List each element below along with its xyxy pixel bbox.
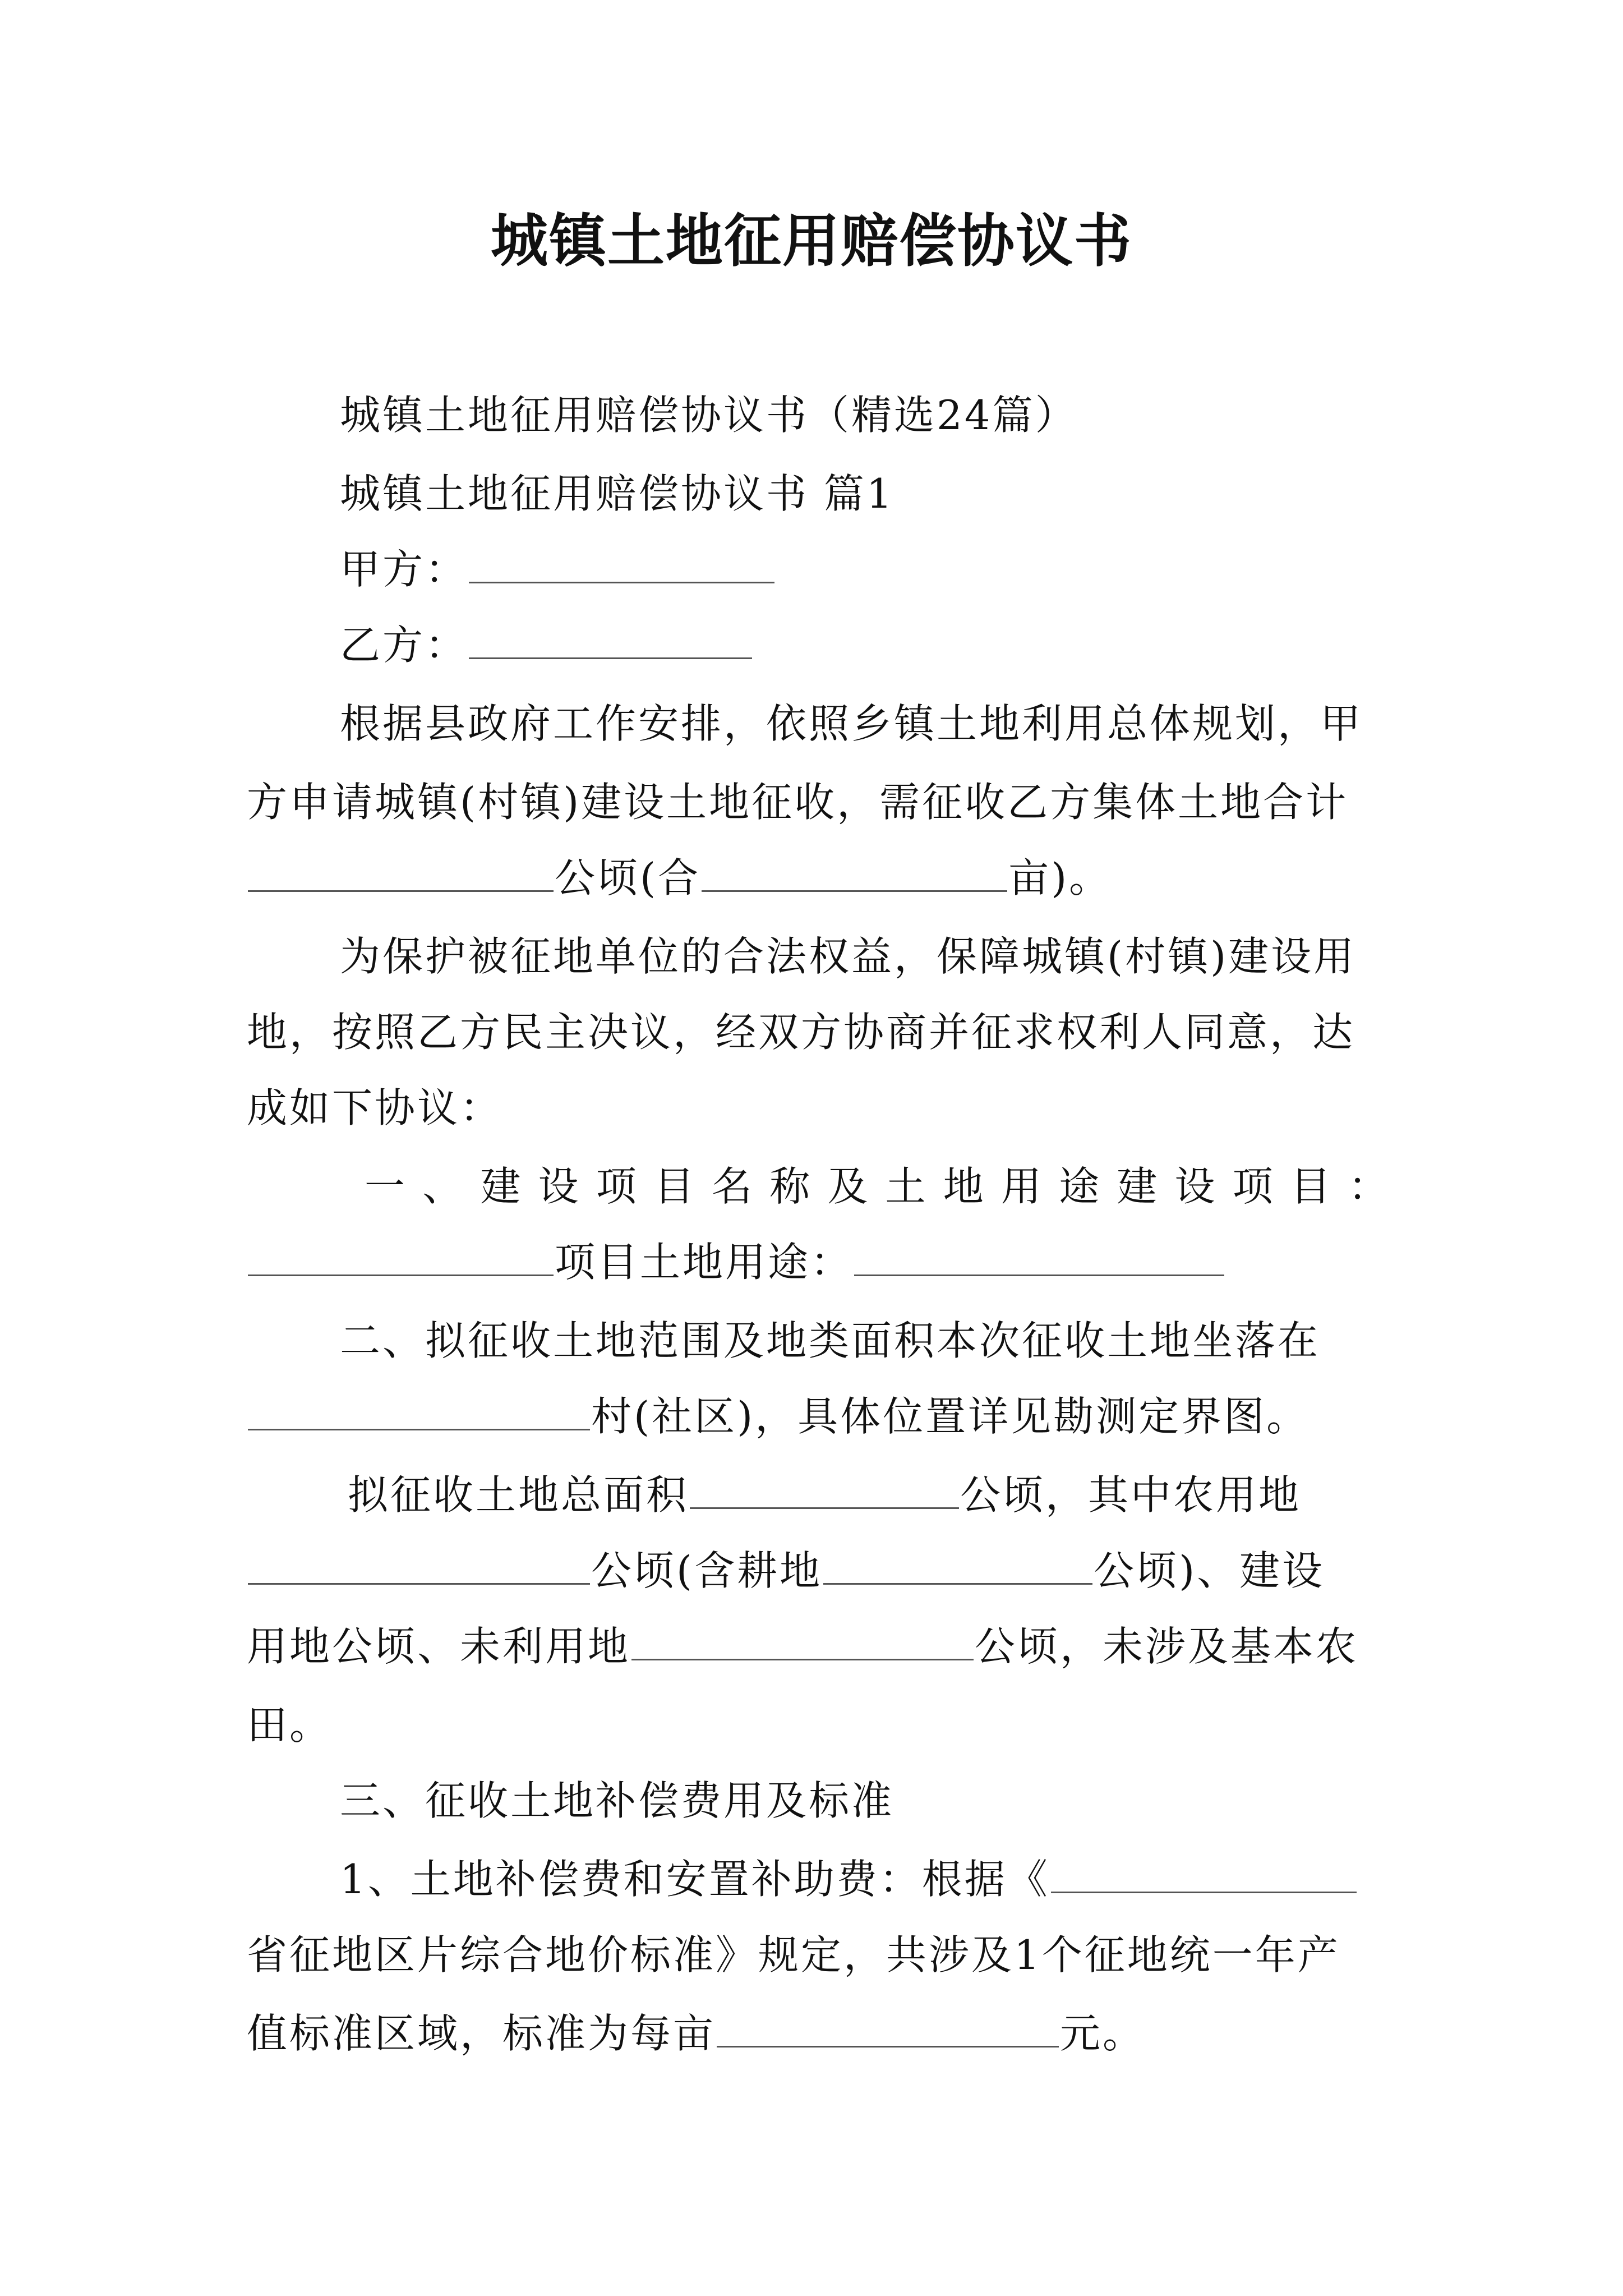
party-a-line xyxy=(340,541,1391,597)
s1-char: ： xyxy=(1348,1163,1391,1210)
project-name-blank xyxy=(248,1235,554,1276)
section2b-line1 xyxy=(348,1467,1399,1523)
para2-text-3: 成如下协议： xyxy=(247,1084,503,1131)
section2b-line3 xyxy=(247,1618,1391,1674)
hectare-blank xyxy=(248,851,554,892)
party-a-blank xyxy=(469,542,774,583)
para2-line2 xyxy=(247,1004,1391,1060)
s1-char: 建 xyxy=(1117,1163,1160,1210)
para1-text-2: 方申请城镇(村镇)建设土地征收，需征收乙方集体土地合计 xyxy=(247,779,1349,826)
section3-title: 三、征收土地补偿费用及标准 xyxy=(340,1777,895,1824)
mu-blank xyxy=(702,851,1007,892)
s1-char: 途 xyxy=(1059,1163,1102,1210)
section2b-text-3a: 用地公顷、未利用地 xyxy=(247,1623,631,1670)
section3-item1-line2 xyxy=(247,1927,1391,1983)
subtitle-line xyxy=(340,387,1391,443)
section2b-text-4: 田。 xyxy=(247,1701,333,1749)
chapter-text: 城镇土地征用赔偿协议书 篇1 xyxy=(340,470,895,517)
s1-char: 项 xyxy=(596,1163,639,1210)
section3-item1-text-3a: 值标准区域，标准为每亩 xyxy=(247,2010,716,2057)
s1-char: 名 xyxy=(712,1163,755,1210)
s1-char: 设 xyxy=(538,1163,581,1210)
s1-char: 设 xyxy=(1174,1163,1218,1210)
s1-char: 称 xyxy=(769,1163,813,1210)
s1-char: 土 xyxy=(885,1163,928,1210)
per-mu-blank xyxy=(717,2007,1059,2047)
s1-char: 及 xyxy=(827,1163,870,1210)
total-area-blank xyxy=(690,1468,959,1509)
land-use-label: 项目土地用途： xyxy=(555,1239,854,1286)
section1-line2 xyxy=(247,1234,1391,1290)
s1-char: 目 xyxy=(1290,1163,1333,1210)
s1-char: 、 xyxy=(422,1163,465,1210)
section3-item1-text-1: 1、土地补偿费和安置补助费：根据《 xyxy=(340,1856,1050,1903)
para2-text-1: 为保护被征地单位的合法权益，保障城镇(村镇)建设用 xyxy=(340,933,1357,980)
document-title: 城镇土地征用赔偿协议书 xyxy=(491,208,1132,275)
section2b-text-1b: 公顷，其中农用地 xyxy=(960,1471,1302,1519)
s1-char: 目 xyxy=(653,1163,697,1210)
para1-text-1: 根据县政府工作安排，依照乡镇土地利用总体规划，甲 xyxy=(340,700,1363,747)
land-use-blank xyxy=(854,1235,1224,1276)
s1-char: 项 xyxy=(1232,1163,1275,1210)
section2b-text-1a: 拟征收土地总面积 xyxy=(348,1471,689,1519)
para1-line2 xyxy=(247,774,1391,830)
party-a-label: 甲方： xyxy=(340,546,468,593)
s1-char: 建 xyxy=(480,1163,523,1210)
section2-line1 xyxy=(340,1313,1391,1369)
section3-heading xyxy=(340,1773,1391,1829)
para1-text-3b: 亩)。 xyxy=(1008,854,1112,901)
para2-line1 xyxy=(340,928,1391,984)
section2b-line4 xyxy=(247,1697,1391,1753)
para1-text-3a: 公顷(合 xyxy=(555,854,701,901)
subtitle-text: 城镇土地征用赔偿协议书（精选24篇） xyxy=(340,392,1078,439)
section2b-text-2a: 公顷(含耕地 xyxy=(591,1547,823,1594)
section3-item1-line3 xyxy=(247,2005,1391,2062)
section3-item1-text-3b: 元。 xyxy=(1060,2010,1146,2057)
chapter-line xyxy=(340,466,1391,522)
s1-char: 用 xyxy=(1000,1163,1044,1210)
section3-item1-line1 xyxy=(340,1851,1391,1907)
party-b-line xyxy=(340,617,1391,673)
party-b-label: 乙方： xyxy=(340,622,468,669)
village-blank xyxy=(248,1389,590,1430)
para2-line3 xyxy=(247,1080,1391,1136)
section1-heading xyxy=(365,1158,1391,1214)
section2b-line2 xyxy=(247,1543,1391,1599)
section2-line2 xyxy=(247,1388,1391,1444)
s1-char: 地 xyxy=(943,1163,986,1210)
farmland-blank xyxy=(248,1544,590,1585)
unused-land-blank xyxy=(631,1619,974,1660)
section3-item1-text-2: 省征地区片综合地价标准》规定，共涉及1个征地统一年产 xyxy=(247,1931,1340,1978)
section2b-text-3b: 公顷，未涉及基本农 xyxy=(975,1623,1359,1670)
para1-line1 xyxy=(340,696,1391,752)
section2-text-2: 村(社区)，具体位置详见勘测定界图。 xyxy=(591,1393,1310,1440)
section2-text-1: 二、拟征收土地范围及地类面积本次征收土地坐落在 xyxy=(340,1317,1321,1364)
party-b-blank xyxy=(469,618,752,659)
arable-blank xyxy=(823,1544,1092,1585)
province-blank xyxy=(1051,1852,1357,1893)
section2b-text-2b: 公顷)、建设 xyxy=(1094,1547,1325,1594)
para2-text-2: 地，按照乙方民主决议，经双方协商并征求权利人同意，达 xyxy=(247,1009,1355,1056)
s1-char: 一 xyxy=(365,1163,408,1210)
para1-line3 xyxy=(247,850,1391,906)
